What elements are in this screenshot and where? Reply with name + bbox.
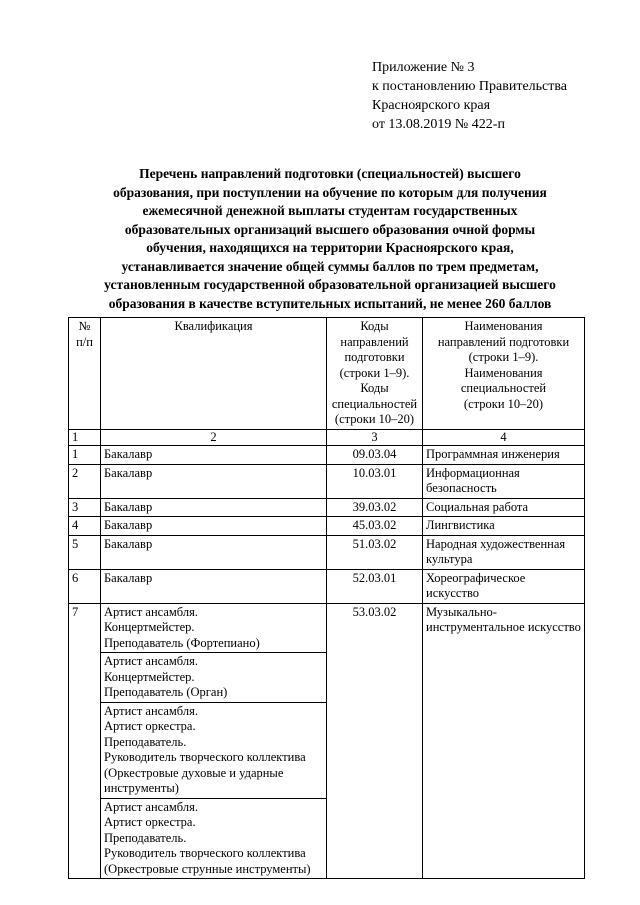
row-code: 45.03.02 bbox=[327, 517, 423, 536]
header-names: Наименования направлений подготовки (строки 1–9). Наименования специальностей (строки 10–20) bbox=[423, 318, 585, 430]
row-qualification: Бакалавр bbox=[101, 446, 327, 465]
header-num: № п/п bbox=[69, 318, 101, 430]
row-name: Информационная безопасность bbox=[423, 464, 585, 498]
title-line: устанавливается значение общей суммы баллов по трем предметам, bbox=[121, 258, 539, 274]
qualification-block: Артист ансамбля. Концертмейстер. Преподаватель (Фортепиано) bbox=[101, 604, 326, 654]
row-name: Хореографическое искусство bbox=[423, 569, 585, 603]
table-row bbox=[69, 535, 585, 569]
title-line: установленным государственной образовательной организацией высшего bbox=[104, 277, 556, 292]
qualification-block: Артист ансамбля. Концертмейстер. Преподаватель (Орган) bbox=[101, 653, 326, 703]
column-number: 4 bbox=[423, 429, 585, 446]
appendix-line: Приложение № 3 bbox=[372, 60, 475, 75]
row-num: 4 bbox=[69, 517, 101, 536]
row-name: Лингвистика bbox=[423, 517, 585, 536]
qualification-block: Артист ансамбля. Артист оркестра. Преподаватель. Руководитель творческого коллектива (Оркестровые духовые и ударные инструменты) bbox=[101, 703, 326, 799]
row-code: 51.03.02 bbox=[327, 535, 423, 569]
row-qualification: Бакалавр bbox=[101, 569, 327, 603]
table-row bbox=[69, 498, 585, 517]
row-num: 6 bbox=[69, 569, 101, 603]
row-code: 52.03.01 bbox=[327, 569, 423, 603]
title-line: образовательных организаций высшего образования очной формы bbox=[124, 221, 536, 237]
row-code: 39.03.02 bbox=[327, 498, 423, 517]
row-qualification-group bbox=[101, 603, 327, 879]
table-row bbox=[69, 517, 585, 536]
table-header-row bbox=[69, 318, 585, 430]
row-num: 7 bbox=[69, 603, 101, 879]
row-name: Социальная работа bbox=[423, 498, 585, 517]
column-number: 2 bbox=[101, 429, 327, 446]
column-number: 1 bbox=[69, 429, 101, 446]
appendix-reference bbox=[372, 58, 567, 134]
document-title bbox=[70, 165, 590, 313]
row-code: 10.03.01 bbox=[327, 464, 423, 498]
qualification-block: Артист ансамбля. Артист оркестра. Преподаватель. Руководитель творческого коллектива (Оркестровые струнные инструменты) bbox=[104, 799, 311, 876]
row-code: 53.03.02 bbox=[327, 603, 423, 879]
title-line: ежемесячной денежной выплаты студентам государственных bbox=[142, 203, 518, 218]
appendix-line: Красноярского края bbox=[372, 98, 491, 113]
row-name: Музыкально-инструментальное искусство bbox=[423, 603, 585, 879]
row-qualification: Бакалавр bbox=[101, 535, 327, 569]
header-qualification: Квалификация bbox=[101, 318, 327, 430]
title-line: Перечень направлений подготовки (специальностей) высшего bbox=[139, 166, 521, 181]
header-codes: Коды направлений подготовки (строки 1–9). Коды специальностей (строки 10–20) bbox=[327, 318, 423, 430]
column-number-row bbox=[69, 429, 585, 446]
row-qualification: Бакалавр bbox=[101, 498, 327, 517]
row-num: 2 bbox=[69, 464, 101, 498]
row-num: 3 bbox=[69, 498, 101, 517]
row-qualification: Бакалавр bbox=[101, 464, 327, 498]
row-num: 1 bbox=[69, 446, 101, 465]
row-name: Программная инженерия bbox=[423, 446, 585, 465]
table-row bbox=[69, 569, 585, 603]
title-line: образования, при поступлении на обучение по которым для получения bbox=[113, 184, 547, 200]
row-code: 09.03.04 bbox=[327, 446, 423, 465]
table-row bbox=[69, 446, 585, 465]
row-name: Народная художественная культура bbox=[423, 535, 585, 569]
title-line: обучения, находящихся на территории Красноярского края, bbox=[146, 240, 514, 255]
directions-table bbox=[68, 317, 585, 879]
appendix-line: к постановлению Правительства bbox=[372, 79, 568, 94]
row-num: 5 bbox=[69, 535, 101, 569]
table-row bbox=[69, 464, 585, 498]
row-qualification: Бакалавр bbox=[101, 517, 327, 536]
appendix-line: от 13.08.2019 № 422-п bbox=[372, 117, 505, 132]
table-row bbox=[69, 603, 585, 879]
title-line: образования в качестве вступительных испытаний, не менее 260 баллов bbox=[108, 295, 552, 311]
column-number: 3 bbox=[327, 429, 423, 446]
